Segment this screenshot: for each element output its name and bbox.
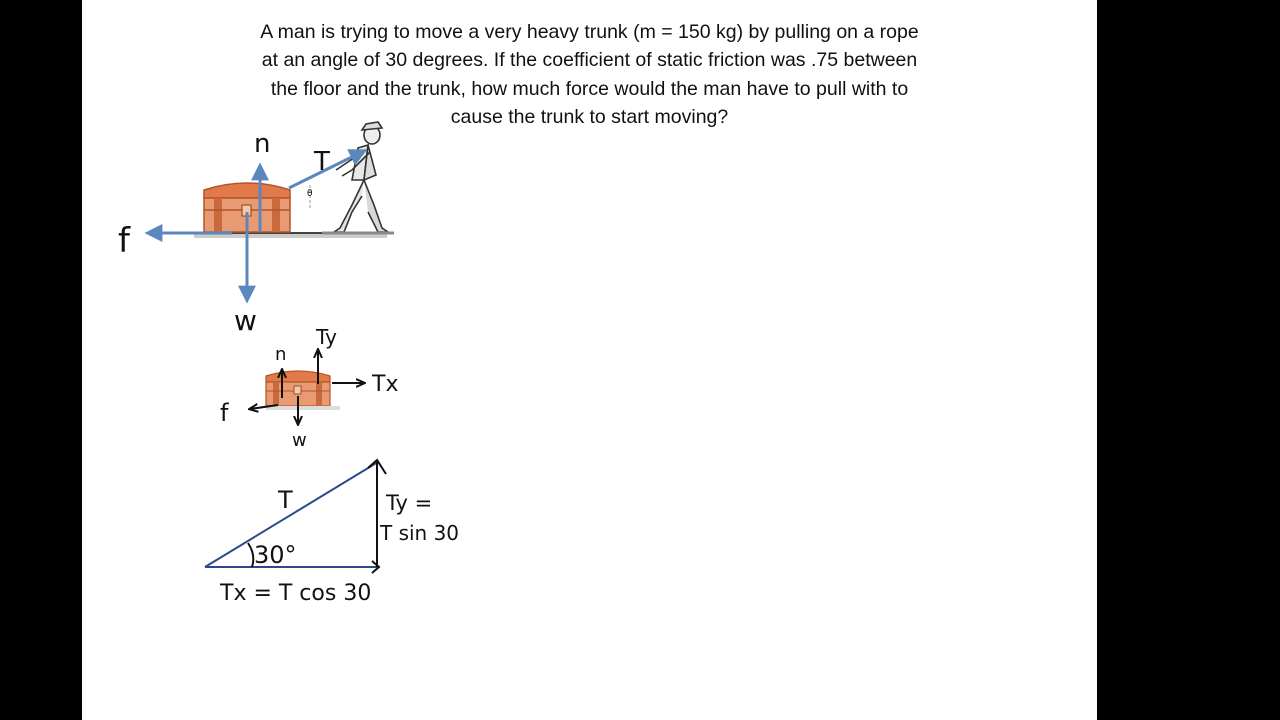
problem-line-1: A man is trying to move a very heavy trunk (m = 150 kg) by pulling on a rope [260, 21, 919, 43]
floor-shadow [194, 234, 387, 238]
diagram-trunk-and-man [118, 122, 394, 337]
whiteboard-page [82, 0, 1097, 720]
triangle-label-tx: Tx = T cos 30 [220, 581, 372, 606]
triangle-label-ty-line1: Ty = [386, 491, 433, 515]
diagram-vector-triangle [205, 460, 459, 606]
man-pulling-icon [322, 122, 394, 233]
triangle-label-angle: 30° [254, 541, 297, 569]
problem-line-3: the floor and the trunk, how much force would the man have to pull with to [270, 77, 909, 100]
fbd-label-tx: Tx [372, 372, 399, 397]
fbd-label-n: n [275, 344, 287, 365]
problem-line-4: cause the trunk to start moving? [450, 105, 729, 128]
angle-arc [248, 543, 253, 567]
triangle-label-t: T [278, 486, 293, 514]
physics-sketch [82, 0, 1097, 720]
problem-line-2: at an angle of 30 degrees. If the coefficient of static friction was .75 between [261, 49, 918, 72]
label-f: f [118, 221, 130, 261]
triangle-label-ty-line2: T sin 30 [380, 521, 460, 545]
fbd-label-w: w [292, 430, 307, 451]
label-n: n [254, 129, 271, 159]
label-w: w [234, 304, 257, 337]
angle-mark-theta: θ [307, 189, 313, 199]
fbd-label-ty: Ty [316, 325, 337, 349]
label-T: T [314, 147, 330, 177]
fbd-label-f: f [220, 399, 229, 427]
diagram-free-body [220, 325, 398, 451]
